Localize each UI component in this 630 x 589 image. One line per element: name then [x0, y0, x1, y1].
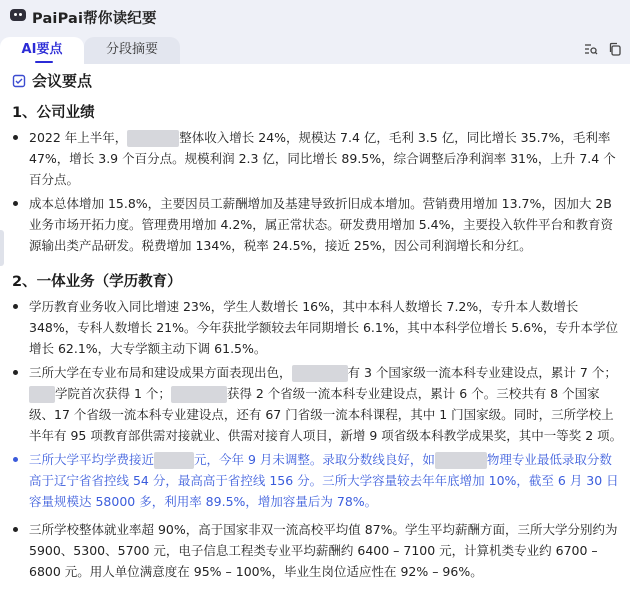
section-heading: 2、一体业务（学历教育）	[12, 274, 182, 290]
bullet-dot	[13, 527, 18, 532]
tab-ai-highlights[interactable]	[0, 37, 84, 64]
summary-title	[12, 70, 92, 91]
tab-bar	[0, 37, 630, 64]
list-item-text: 三所大学在专业布局和建设成果方面表现出色， 有 3 个国家级一流本科专业建设点，累计 7 个；学院首次获得 1 个； 获得 2 个省级一流本科专业建设点，累计 6 个。三校共有 8 个国家级、17 个省级一流本科专业建设点，还有 67 门省级一流本科课程，其中 1 门国家级。同时，三所学校上半年有 95 项教育部供需对接就业、供需对接育人项目，新增 9 项省级本科教学成果奖，其中一等奖 2 项。	[29, 365, 623, 443]
app-header	[0, 0, 630, 34]
redacted-block	[127, 130, 179, 147]
list-item-highlighted	[13, 449, 623, 512]
bullet-dot	[13, 201, 18, 206]
redacted-block	[435, 452, 487, 469]
list-item	[13, 193, 623, 256]
tab-label: 分段摘要	[105, 42, 158, 57]
list-item-text: 三所大学平均学费接近 元，今年 9 月未调整。录取分数线良好，如 物理专业最低录取分数高于辽宁省省控线 54 分，最高高于省控线 156 分。三所大学容量较去年年底增加 10%，截至 6 月 30 日容量规模达 58000 多，利用率 89.5%，增加容量后为 78%。	[29, 452, 619, 509]
bullet-dot	[13, 457, 18, 462]
summary-title-text: 会议要点	[32, 72, 93, 90]
list-item	[13, 519, 623, 582]
list-item	[13, 296, 623, 359]
tab-segment-summary[interactable]	[84, 37, 180, 64]
list-search-icon[interactable]	[584, 42, 598, 56]
bullet-dot	[13, 304, 18, 309]
tab-label: AI要点	[21, 42, 63, 57]
paipai-logo-icon	[10, 9, 26, 21]
redacted-block	[292, 365, 348, 382]
list-item	[13, 127, 623, 190]
section-heading: 1、公司业绩	[12, 105, 95, 121]
app-title: PaiPai帮你读纪要	[32, 11, 157, 27]
summary-panel	[0, 64, 630, 589]
bullet-dot	[13, 135, 18, 140]
active-tab-indicator	[35, 61, 53, 63]
key-points-icon	[12, 74, 26, 88]
redacted-block	[171, 386, 227, 403]
list-item-text: 成本总体增加 15.8%，主要因员工薪酬增加及基建导致折旧成本增加。营销费用增加 13.7%，因加大 2B 业务市场开拓力度。管理费用增加 4.2%，属正常状态。研发费用增加 5.4%，主要投入软件平台和教育资源输出类产品研发。税费增加 134%，税率 24.5%，接近 25%，因公司利润增长和分红。	[29, 196, 613, 253]
list-item-text: 学历教育业务收入同比增速 23%，学生人数增长 16%，其中本科人数增长 7.2%，专升本人数增长 348%，专科人数增长 21%。今年获批学额较去年同期增长 6.1%，其中本科学位增长 5.6%，专升本学位增长 62.1%，大专学额主动下调 61.5%。	[29, 299, 618, 356]
panel-resize-handle[interactable]	[0, 230, 4, 266]
list-item-text: 三所学校整体就业率超 90%，高于国家非双一流高校平均值 87%。学生平均薪酬方面，三所大学分别约为 5900、5300、5700 元，电子信息工程类专业平均薪酬约 6400 – 7100 元，计算机类专业约 6700 – 6800 元。用人单位满意度在 95% – 100%，毕业生岗位适应性在 92% – 96%。	[29, 522, 618, 579]
redacted-block	[29, 386, 55, 403]
toolbar	[584, 42, 622, 56]
bullet-dot	[13, 370, 18, 375]
list-item-text: 2022 年上半年， 整体收入增长 24%，规模达 7.4 亿，毛利 3.5 亿，同比增长 35.7%，毛利率 47%，增长 3.9 个百分点。规模利润 2.3 亿，同比增长 89.5%，综合调整后净利润率 31%，上升 7.4 个百分点。	[29, 130, 616, 187]
redacted-block	[154, 452, 194, 469]
list-item	[13, 362, 623, 446]
copy-icon[interactable]	[608, 42, 622, 56]
